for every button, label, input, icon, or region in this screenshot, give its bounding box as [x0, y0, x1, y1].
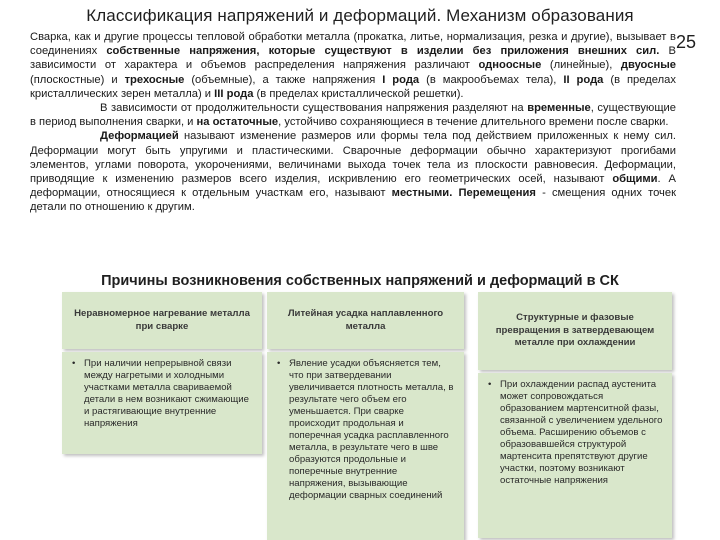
bold-run: Деформацией: [100, 130, 179, 143]
text-run: , устойчиво сохраняющиеся в течение длительного времени после сварки.: [278, 116, 669, 129]
text-run: В зависимости от характера и объемов распределения напряжения различают: [30, 45, 676, 72]
bold-run: одноосные: [478, 59, 542, 72]
card-3-header: [478, 292, 672, 370]
bold-run: собственные напряжения, которые существуют в изделии без приложения внешних сил.: [106, 45, 660, 58]
text-run: , существующие в период выполнения сварки, и: [30, 102, 676, 129]
page-title: Классификация напряжений и деформаций. Механизм образования: [86, 6, 634, 25]
paragraph-2: [30, 101, 676, 129]
bold-run: III рода: [214, 87, 254, 100]
bold-run: II рода: [563, 73, 604, 86]
bold-run: на остаточные: [196, 116, 279, 129]
text-run: Сварка, как и другие процессы тепловой обработки металла (прокатка, литье, нормализация, резка и другие), вызывает в соединениях: [30, 31, 676, 58]
text-run: (в макрообъемах тела),: [419, 73, 564, 86]
bold-run: трехосные: [124, 73, 185, 86]
bold-run: двуосные: [620, 59, 676, 72]
page-number: 25: [676, 32, 697, 52]
text-run: (линейные),: [541, 59, 621, 72]
text-run: - смещения одних точек детали по отношению к другим.: [30, 187, 676, 214]
card-2-text: Явление усадки объясняется тем, что при затвердевании увеличивается плотность металла, в результате чего объем его уменьшается. При сварке происходит продольная и поперечная усадка расплавленного металла, в результате чего в шве образуются продольные и поперечные внутренние напряжения, вызывающие деформации сварных соединений: [289, 358, 454, 501]
text-run: В зависимости от продолжительности существования напряжения разделяют на: [100, 102, 528, 115]
card-1-header-text: Неравномерное нагревание металла при сварке: [74, 308, 250, 332]
text-run: (плоскостные) и: [30, 73, 125, 86]
bullet-icon: •: [488, 379, 492, 390]
card-3-header-text: Структурные и фазовые превращения в затвердевающем металле при охлаждении: [495, 312, 655, 349]
section-subtitle: Причины возникновения собственных напряжений и деформаций в СК: [101, 273, 619, 289]
bold-run: общими: [612, 173, 658, 186]
text-run: (объемные), а также напряжения: [184, 73, 383, 86]
text-run: называют изменение размеров или формы тела под действием приложенных к нему сил. Деформации могут быть упругими и пластическими. Сварочные деформации обычно характеризуют прогибами элементов, углами поворота, укорочениями, величинами выхода точек тела из плоскости равновесия. Деформации, приводящие к изменению размеров всего изделия, искривлению его геометрических осей, называют: [30, 130, 676, 186]
bold-run: местными. Перемещения: [391, 187, 536, 200]
card-3-text: При охлаждении распад аустенита может сопровождаться образованием мартенситной фазы, связанной с увеличением удельного объема. Расширению объемов с образовавшейся структурой мартенсита препятствуют другие участки, поэтому возникают остаточные напряжения: [500, 379, 663, 486]
card-1-text: При наличии непрерывной связи между нагретыми и холодными участками металла свариваемой детали в нем возникают сжимающие и растягивающие внутренние напряжения: [84, 358, 249, 429]
text-run: (в пределах кристаллических зерен металла) и: [30, 73, 676, 100]
text-run: . А деформации, относящиеся к отдельным участкам его, называют: [30, 173, 676, 200]
main-text: [30, 30, 676, 215]
paragraph-3: [30, 129, 676, 214]
card-3-body: [478, 373, 672, 538]
card-1-body: [62, 352, 262, 454]
bullet-icon: •: [72, 358, 76, 369]
card-1-header: [62, 292, 262, 349]
bullet-icon: •: [277, 358, 281, 369]
bold-run: I рода: [382, 73, 420, 86]
card-2-header-text: Литейная усадка наплавленного металла: [287, 308, 444, 332]
paragraph-1: [30, 30, 676, 101]
text-run: (в пределах кристаллической решетки).: [253, 87, 464, 100]
card-2-body: [267, 352, 464, 540]
bold-run: временные: [527, 102, 591, 115]
card-2-header: [267, 292, 464, 349]
